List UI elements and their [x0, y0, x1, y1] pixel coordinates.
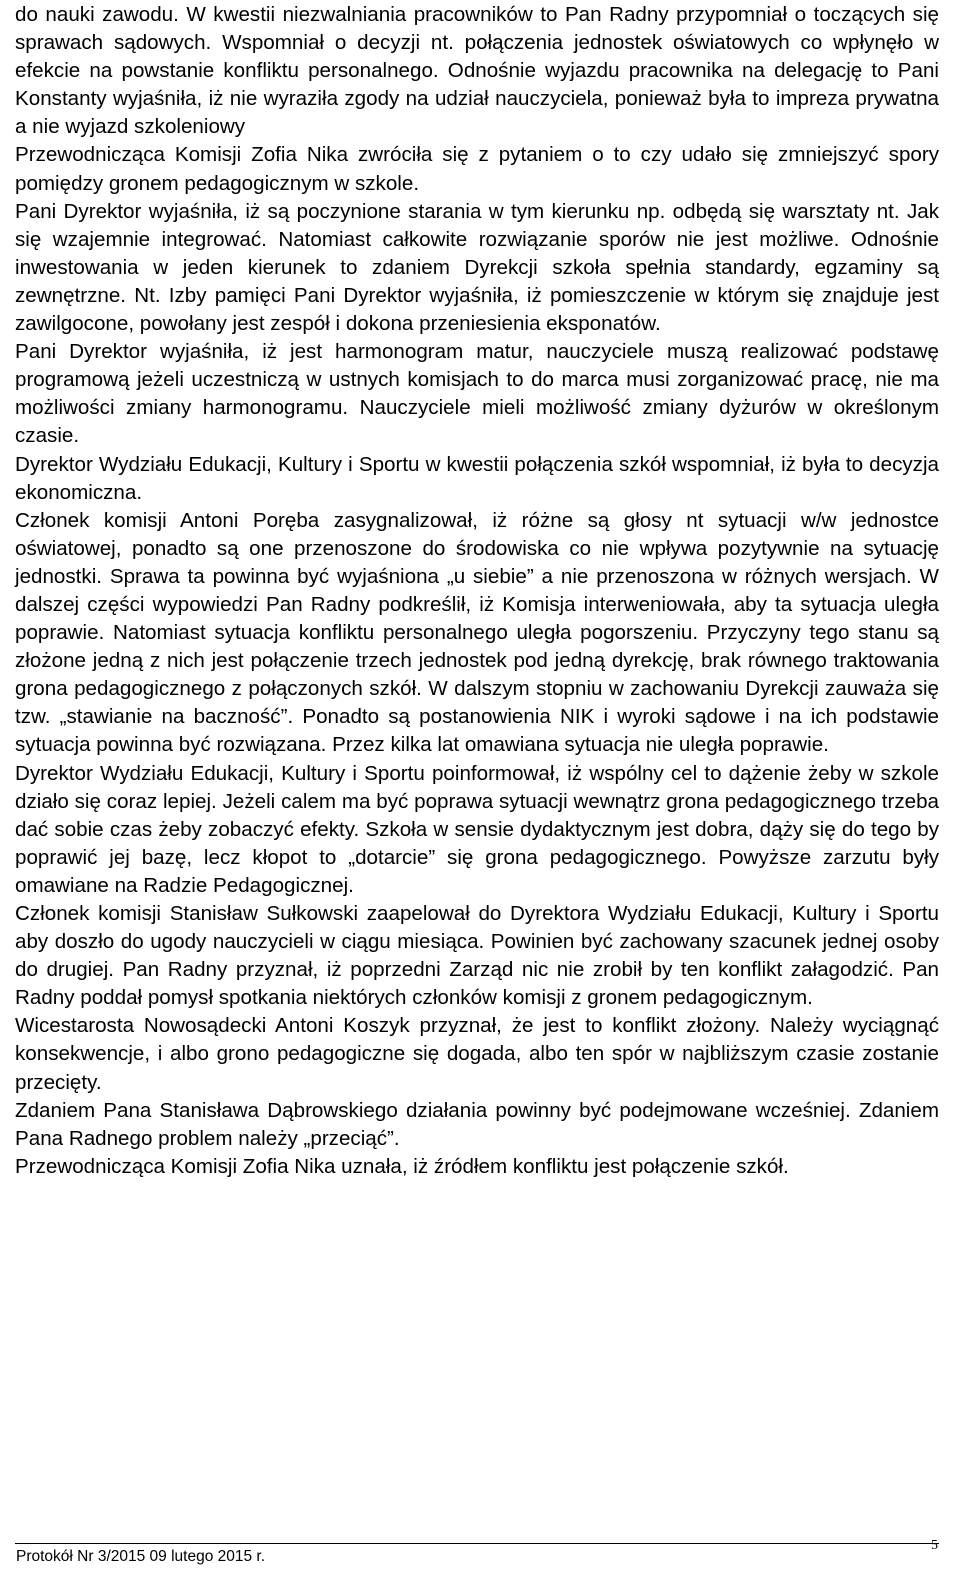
footer-protocol-label: Protokół Nr 3/2015 09 lutego 2015 r. [16, 1548, 266, 1565]
document-body [15, 1, 939, 1181]
paragraph-6: Członek komisji Antoni Poręba zasygnalizował, iż różne są głosy nt sytuacji w/w jednostce oświatowej, ponadto są one przenoszone do środowiska co nie wpływa pozytywnie na sytuację jednostki. Sprawa ta powinna być wyjaśniona „u siebie” a nie przenoszona w różnych wersjach. W dalszej części wypowiedzi Pan Radny podkreślił, iż Komisja interweniowała, aby ta sytuacja uległa poprawie. Natomiast sytuacja konfliktu personalnego uległa pogorszeniu. Przyczyny tego stanu są złożone jedną z nich jest połączenie trzech jednostek pod jedną dyrekcję, brak równego traktowania grona pedagogicznego z połączonych szkół. W dalszym stopniu w zachowaniu Dyrekcji zauważa się tzw. „stawianie na baczność”. Ponadto są postanowienia NIK i wyroki sądowe i na ich podstawie sytuacja powinna być rozwiązana. Przez kilka lat omawiana sytuacja nie uległa poprawie. [15, 508, 939, 757]
paragraph-5: Dyrektor Wydziału Edukacji, Kultury i Sportu w kwestii połączenia szkół wspomniał, iż była to decyzja ekonomiczna. [15, 452, 939, 504]
paragraph-8: Członek komisji Stanisław Sułkowski zaapelował do Dyrektora Wydziału Edukacji, Kultury i Sportu aby doszło do ugody nauczycieli w ciągu miesiąca. Powinien być zachowany szacunek jednej osoby do drugiej. Pan Radny przyznał, iż poprzedni Zarząd nic nie zrobił by ten konflikt załagodzić. Pan Radny poddał pomysł spotkania niektórych członków komisji z gronem pedagogicznym. [15, 902, 939, 1010]
paragraph-4: Pani Dyrektor wyjaśniła, iż jest harmonogram matur, nauczyciele muszą realizować podstawę programową jeżeli uczestniczą w ustnych komisjach to do marca musi zorganizować pracę, nie ma możliwości zmiany harmonogramu. Nauczyciele mieli możliwość zmiany dyżurów w określonym czasie. [15, 340, 939, 448]
paragraph-10: Zdaniem Pana Stanisława Dąbrowskiego działania powinny być podejmowane wcześniej. Zdaniem Pana Radnego problem należy „przeciąć”. [15, 1098, 939, 1150]
page-number: 5 [931, 1538, 938, 1553]
footer-divider [15, 1543, 939, 1544]
paragraph-1: do nauki zawodu. W kwestii niezwalniania pracowników to Pan Radny przypomniał o toczących się sprawach sądowych. Wspomniał o decyzji nt. połączenia jednostek oświatowych co wpłynęło w efekcie na powstanie konfliktu personalnego. Odnośnie wyjazdu pracownika na delegację to Pani Konstanty wyjaśniła, iż nie wyraziła zgody na udział nauczyciela, ponieważ była to impreza prywatna a nie wyjazd szkoleniowy [15, 3, 939, 139]
paragraph-9: Wicestarosta Nowosądecki Antoni Koszyk przyznał, że jest to konflikt złożony. Należy wyciągnąć konsekwencje, i albo grono pedagogiczne się dogada, albo ten spór w najbliższym czasie zostanie przecięty. [15, 1014, 939, 1094]
page-footer [15, 1538, 939, 1569]
paragraph-7: Dyrektor Wydziału Edukacji, Kultury i Sportu poinformował, iż wspólny cel to dążenie żeby w szkole działo się coraz lepiej. Jeżeli calem ma być poprawa sytuacji wewnątrz grona pedagogicznego trzeba dać sobie czas żeby zobaczyć efekty. Szkoła w sensie dydaktycznym jest dobra, dąży się do tego by poprawić jej bazę, lecz kłopot to „dotarcie” się grona pedagogicznego. Powyższe zarzutu były omawiane na Radzie Pedagogicznej. [15, 761, 939, 897]
paragraph-3: Pani Dyrektor wyjaśniła, iż są poczynione starania w tym kierunku np. odbędą się warsztaty nt. Jak się wzajemnie integrować. Natomiast całkowite rozwiązanie sporów nie jest możliwe. Odnośnie inwestowania w jeden kierunek to zdaniem Dyrekcji szkoła spełnia standardy, egzaminy są zewnętrzne. Nt. Izby pamięci Pani Dyrektor wyjaśniła, iż pomieszczenie w którym się znajduje jest zawilgocone, powołany jest zespół i dokona przeniesienia eksponatów. [15, 199, 939, 336]
paragraph-11: Przewodnicząca Komisji Zofia Nika uznała, iż źródłem konfliktu jest połączenie szkół. [15, 1154, 789, 1178]
paragraph-2: Przewodnicząca Komisji Zofia Nika zwróciła się z pytaniem o to czy udało się zmniejszyć spory pomiędzy gronem pedagogicznym w szkole. [15, 143, 939, 195]
